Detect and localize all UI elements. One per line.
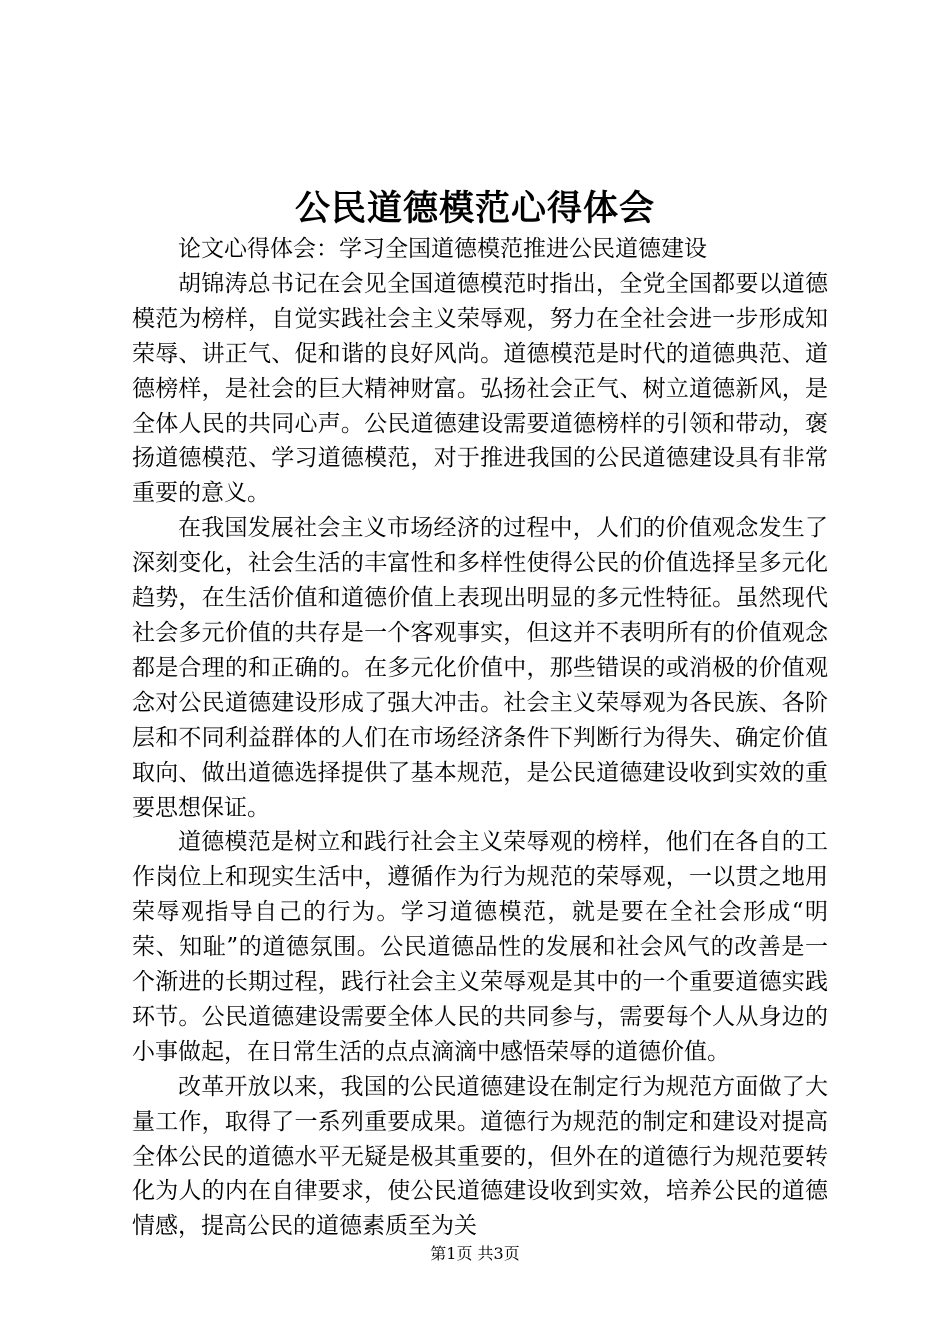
document-title: 公民道德模范心得体会 — [294, 188, 655, 229]
body-paragraph: 在我国发展社会主义市场经济的过程中，人们的价值观念发生了深刻变化，社会生活的丰富性和多样性使得公民的价值选择呈多元化趋势，在生活价值和道德价值上表现出明显的多元性特征。虽然现代社会多元价值的共存是一个客观事实，但这并不表明所有的价值观念都是合理的和正确的。在多元化价值中，那些错误的或消极的价值观念对公民道德建设形成了强大冲击。社会主义荣辱观为各民族、各阶层和不同利益群体的人们在市场经济条件下判断行为得失、确定价值取向、做出道德选择提供了基本规范，是公民道德建设收到实效的重要思想保证。 — [132, 515, 828, 821]
body-paragraph: 道德模范是树立和践行社会主义荣辱观的榜样，他们在各自的工作岗位上和现实生活中，遵循作为行为规范的荣辱观，一以贯之地用荣辱观指导自己的行为。学习道德模范，就是要在全社会形成“明荣、知耻”的道德氛围。公民道德品性的发展和社会风气的改善是一个渐进的长期过程，践行社会主义荣辱观是其中的一个重要道德实践环节。公民道德建设需要全体人民的共同参与，需要每个人从身边的小事做起，在日常生活的点点滴滴中感悟荣辱的道德价值。 — [132, 829, 828, 1065]
body-paragraph: 改革开放以来，我国的公民道德建设在制定行为规范方面做了大量工作，取得了一系列重要成果。道德行为规范的制定和建设对提高全体公民的道德水平无疑是极其重要的，但外在的道德行为规范要转化为人的内在自律要求，使公民道德建设收到实效，培养公民的道德情感，提高公民的道德素质至为关 — [132, 1073, 828, 1240]
body-paragraph: 胡锦涛总书记在会见全国道德模范时指出，全党全国都要以道德模范为榜样，自觉实践社会主义荣辱观，努力在全社会进一步形成知荣辱、讲正气、促和谐的良好风尚。道德模范是时代的道德典范、道德榜样，是社会的巨大精神财富。弘扬社会正气、树立道德新风，是全体人民的共同心声。公民道德建设需要道德榜样的引领和带动，褒扬道德模范、学习道德模范，对于推进我国的公民道德建设具有非常重要的意义。 — [132, 270, 828, 507]
page-number-footer: 第1页 共3页 — [430, 1244, 520, 1263]
subtitle-paragraph: 论文心得体会：学习全国道德模范推进公民道德建设 — [178, 236, 707, 262]
document-body — [132, 232, 828, 1244]
